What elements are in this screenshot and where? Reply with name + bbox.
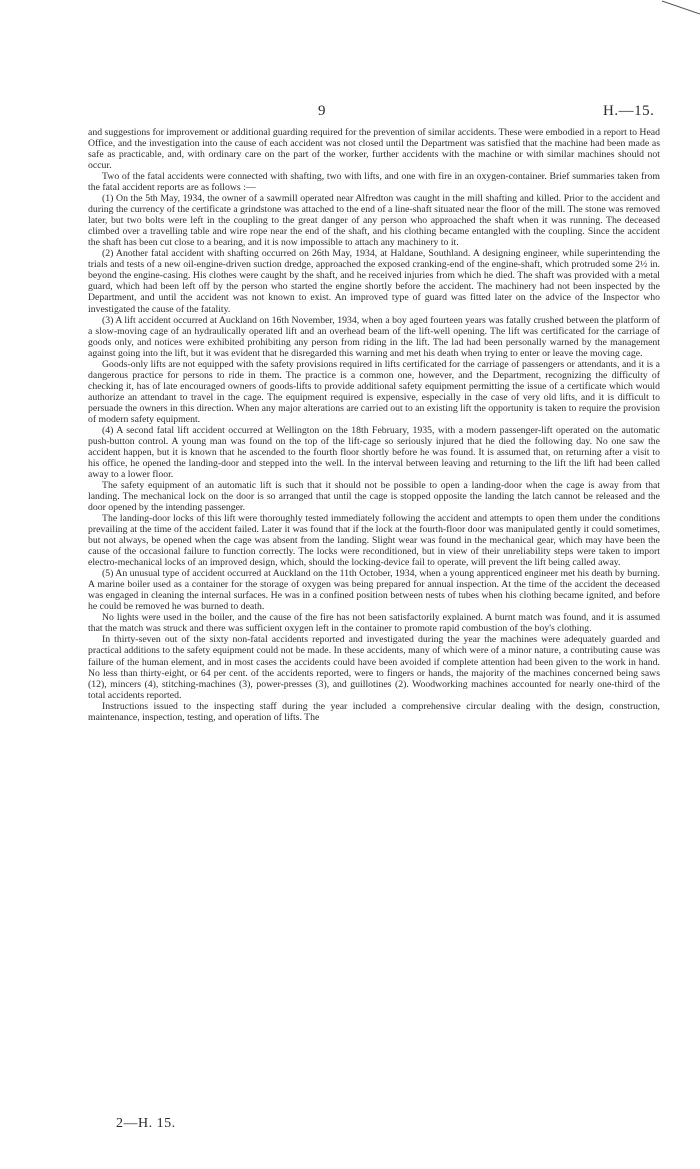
paragraph: (4) A second fatal lift accident occurred at Wellington on the 18th February, 1935, with a modern passenger-lift operated on the automatic push-button control. A young man was found on the top of the lift-cage so seriously injured that he died the following day. No one saw the accident happen, but it is known that he ascended to the fourth floor shortly before he was found. It is assumed that, on returning after a visit to his office, he opened the landing-door and stepped into the well. In the interval between leaving and returning to the lift the lift had been called away to a lower floor.: [88, 424, 660, 480]
paragraph: and suggestions for improvement or additional guarding required for the prevention of similar accidents. These were embodied in a report to Head Office, and the investigation into the cause of each accident was not closed until the Department was satisfied that the machine had been made as safe as practicable, and, with ordinary care on the part of the worker, further accidents with the machine or with similar machines should not occur.: [88, 127, 660, 172]
page-edge-mark: [660, 0, 700, 16]
paragraph: (1) On the 5th May, 1934, the owner of a sawmill operated near Alfredton was caught in the mill shafting and killed. Prior to the accident and during the currency of the certificate a grindstone was attached to the end of a line-shaft situated near the floor of the mill. The stone was removed later, but two bolts were left in the coupling to the great danger of any person who approached the shaft when it was running. The deceased climbed over a travelling table and wire rope near the end of the shaft, and his clothing became entangled with the coupling. Since the accident the shaft has been cut close to a bearing, and it is now impossible to attach any machinery to it.: [88, 193, 660, 249]
paragraph: (3) A lift accident occurred at Auckland on 16th November, 1934, when a boy aged fourteen years was fatally crushed between the platform of a slow-moving cage of an hydraulically operated lift and an overhead beam of the lift-well opening. The lift was certificated for the carriage of goods only, and notices were exhibited prohibiting any person from riding in the lift. The lad had been personally warned by the management against going into the lift, but it was evident that he disregarded this warning and met his death when trying to enter or leave the moving cage.: [88, 314, 660, 359]
paragraph: Goods-only lifts are not equipped with the safety provisions required in lifts certificated for the carriage of passengers or attendants, and it is a dangerous practice for persons to ride in them. The practice is a common one, however, and the Department, recognizing the difficulty of checking it, has of late encouraged owners of goods-lifts to provide additional safety equipment permitting the issue of a certificate which would authorize an attendant to travel in the cage. The equipment required is expensive, especially in the case of very old lifts, and it is difficult to persuade the owners in this direction. When any major alterations are carried out to an existing lift the opportunity is taken to require the provision of modern safety equipment.: [88, 358, 660, 425]
body-text: [88, 127, 660, 723]
page-number: 9: [318, 103, 326, 119]
signature-mark: 2—H. 15.: [116, 1116, 176, 1131]
paragraph: The safety equipment of an automatic lift is such that it should not be possible to open a landing-door when the cage is away from that landing. The mechanical lock on the door is so arranged that until the cage is stopped opposite the landing the latch cannot be released and the door opened by the intending passenger.: [88, 480, 660, 514]
paragraph: Two of the fatal accidents were connected with shafting, two with lifts, and one with fire in an oxygen-container. Brief summaries taken from the fatal accident reports are as follows :—: [88, 171, 660, 194]
paragraph: The landing-door locks of this lift were thoroughly tested immediately following the accident and attempts to open them under the conditions prevailing at the time of the accident failed. Later it was found that if the lock at the fourth-floor door was manipulated gently it could sometimes, but not always, be opened when the cage was absent from the landing. Slight wear was found in the mechanical gear, which may have been the cause of the occasional failure to function correctly. The locks were reconditioned, but in view of their unreliability steps were taken to import electro-mechanical locks of an improved design, which, should the locking-device fail to operate, will prevent the lift being called away.: [88, 513, 660, 569]
paragraph: (5) An unusual type of accident occurred at Auckland on the 11th October, 1934, when a young apprenticed engineer met his death by burning. A marine boiler used as a container for the storage of oxygen was being prepared for annual inspection. At the time of the accident the deceased was engaged in cleaning the internal surfaces. He was in a confined position between nests of tubes when his clothing became ignited, and before he could be removed he was burned to death.: [88, 568, 660, 613]
paragraph: In thirty-seven out of the sixty non-fatal accidents reported and investigated during the year the machines were adequately guarded and practical additions to the safety equipment could not be made. In these accidents, many of which were of a minor nature, a contributing cause was failure of the human element, and in most cases the accidents could have been avoided if complete attention had been given to the work in hand. No less than thirty-eight, or 64 per cent. of the accidents reported, were to fingers or hands, the majority of the machines concerned being saws (12), mincers (4), stitching-machines (3), power-presses (3), and guillotines (2). Woodworking machines accounted for nearly one-third of the total accidents reported.: [88, 634, 660, 701]
paragraph: Instructions issued to the inspecting staff during the year included a comprehensive circular dealing with the design, construction, maintenance, inspection, testing, and operation of lifts. The: [88, 700, 660, 723]
paragraph: (2) Another fatal accident with shafting occurred on 26th May, 1934, at Haldane, Southland. A designing engineer, while superintending the trials and tests of a new oil-engine-driven suction dredge, approached the exposed cranking-end of the engine-shaft, which protruded some 2½ in. beyond the engine-casing. His clothes were caught by the shaft, and he received injuries from which he died. The shaft was provided with a metal guard, which had been left off by the person who started the engine shortly before the accident. The machinery had not been inspected by the Department, and until the accident was not known to exist. An improved type of guard was fitted later on the advice of the Inspector who investigated the cause of the fatality.: [88, 248, 660, 315]
document-reference: H.—15.: [603, 103, 655, 119]
paragraph: No lights were used in the boiler, and the cause of the fire has not been satisfactorily explained. A burnt match was found, and it is assumed that the match was struck and there was sufficient oxygen left in the container to promote rapid combustion of the boy's clothing.: [88, 612, 660, 635]
